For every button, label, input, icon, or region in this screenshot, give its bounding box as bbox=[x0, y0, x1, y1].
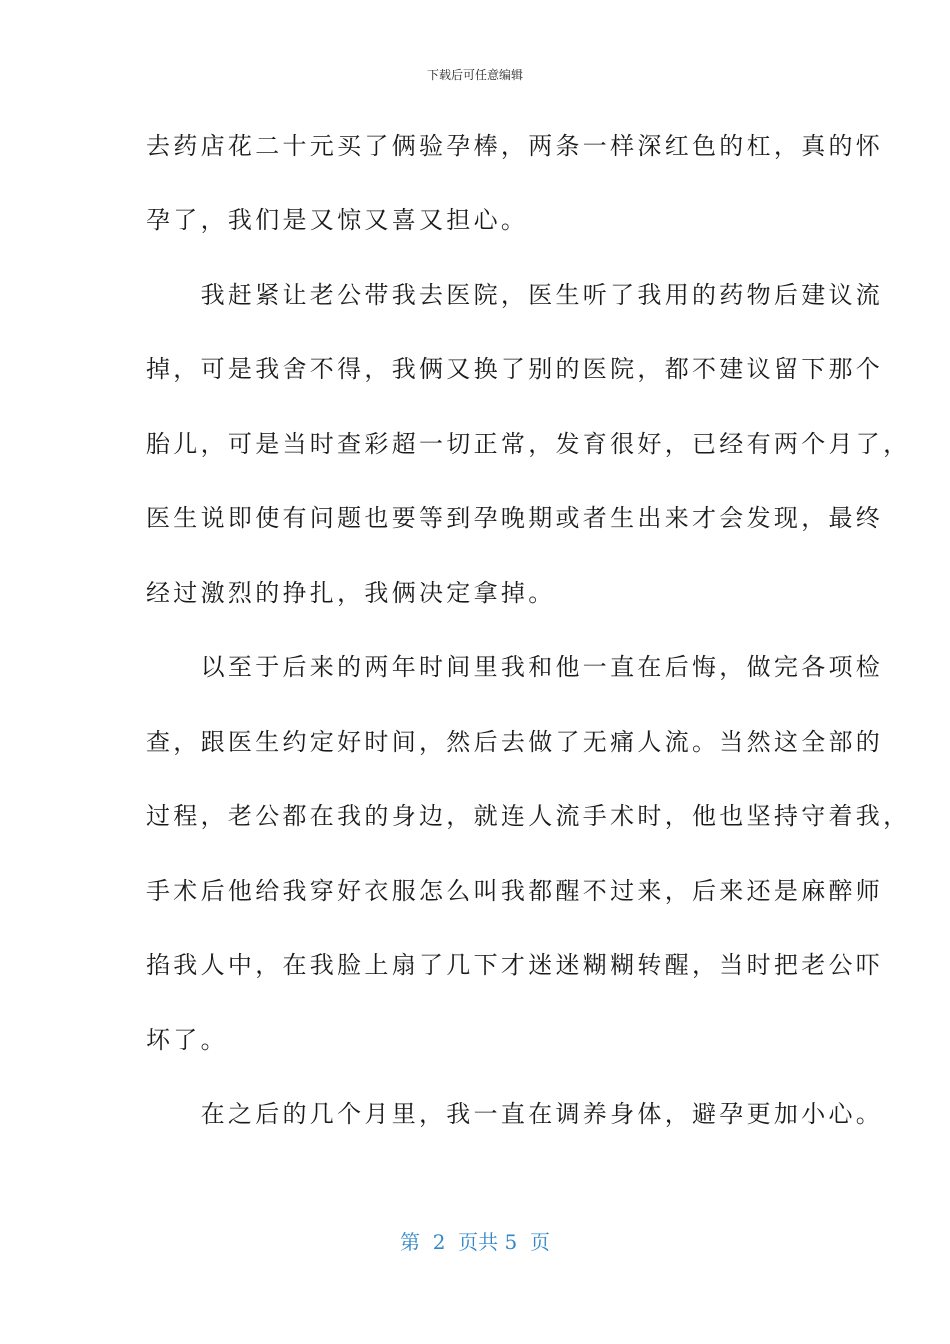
text-line: 我赶紧让老公带我去医院，医生听了我用的药物后建议流 bbox=[146, 281, 884, 309]
text-line: 手术后他给我穿好衣服怎么叫我都醒不过来，后来还是麻醉师 bbox=[146, 877, 884, 905]
text-line: 掐我人中，在我脸上扇了几下才迷迷糊糊转醒，当时把老公吓 bbox=[146, 951, 884, 979]
text-line: 胎儿，可是当时查彩超一切正常，发育很好，已经有两个月了， bbox=[146, 430, 911, 458]
text-line: 查，跟医生约定好时间，然后去做了无痛人流。当然这全部的 bbox=[146, 728, 884, 756]
page-number-footer: 第 2 页共 5 页 bbox=[400, 1230, 550, 1254]
text-line: 过程，老公都在我的身边，就连人流手术时，他也坚持守着我， bbox=[146, 802, 911, 830]
text-line: 以至于后来的两年时间里我和他一直在后悔，做完各项检 bbox=[146, 653, 884, 681]
text-line: 坏了。 bbox=[146, 1026, 228, 1054]
text-line: 去药店花二十元买了俩验孕棒，两条一样深红色的杠，真的怀 bbox=[146, 132, 884, 160]
text-line: 医生说即使有问题也要等到孕晚期或者生出来才会发现，最终 bbox=[146, 504, 884, 532]
text-line: 经过激烈的挣扎，我俩决定拿掉。 bbox=[146, 579, 556, 607]
page-header: 下载后可任意编辑 bbox=[426, 68, 523, 82]
text-line: 在之后的几个月里，我一直在调养身体，避孕更加小心。 bbox=[146, 1100, 884, 1128]
text-line: 掉，可是我舍不得，我俩又换了别的医院，都不建议留下那个 bbox=[146, 355, 884, 383]
text-line: 孕了，我们是又惊又喜又担心。 bbox=[146, 206, 529, 234]
